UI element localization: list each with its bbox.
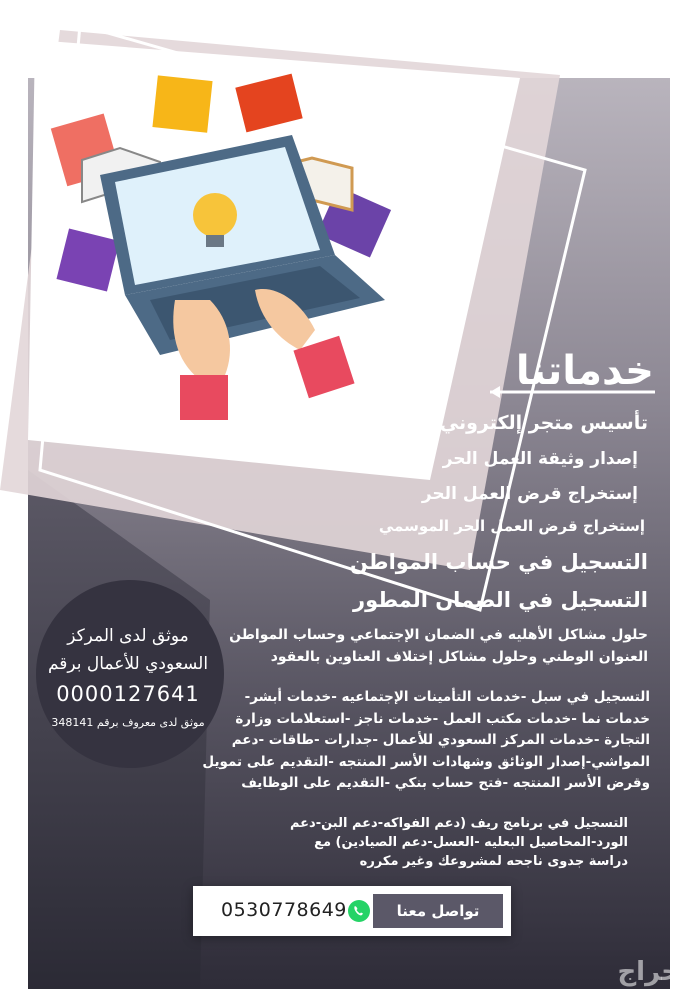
badge-line: السعودي للأعمال برقم [47,654,209,674]
paragraph-line: الورد-المحاصيل البعليه -العسل-دعم الصيادين) مع [314,835,628,850]
contact-us-button[interactable]: تواصل معنا [373,894,503,928]
badge-line: موثق لدى معروف برقم 348141 [51,716,205,729]
paragraph-line: المواشي-إصدار الوثائق وشهادات الأسر المنتجه -التقديم على تمويل [202,753,650,770]
service-item: إستخراج قرض العمل الحر [421,484,638,504]
paragraph-line: حلول مشاكل الأهليه في الضمان الإجتماعي وحساب المواطن [229,627,648,643]
whatsapp-icon[interactable] [347,899,371,923]
badge-line: موثق لدى المركز [67,626,189,646]
paragraph-line: وقرض الأسر المنتجه -فتح حساب بنكي -التقديم على الوظايف [241,775,650,791]
badge-number: 0000127641 [56,682,200,706]
paragraph-line: التسجيل في برنامج ريف (دعم الفواكه-دعم البن-دعم [289,816,628,831]
paragraph-line: دراسة جدوى ناجحه لمشروعك وغير مكرره [359,854,628,869]
service-item: التسجيل في الضمان المطور [353,588,648,612]
service-item: تأسيس متجر إلكتروني [439,412,648,434]
paragraph-line: خدمات نما -خدمات مكتب العمل -خدمات ناجز -استعلامات وزارة [235,710,650,727]
paragraph-line: التجارة -خدمات المركز السعودي للأعمال -جدارات -طاقات -دعم [231,732,650,748]
contact-card [193,886,511,936]
service-item: إستخراج قرض العمل الحر الموسمي [378,517,645,535]
phone-number[interactable]: 0530778649 [221,899,347,921]
paragraph-line: العنوان الوطني وحلول مشاكل إختلاف العناوين بالعقود [270,648,648,665]
watermark-logo: حراج [617,957,680,987]
services-title: خدماتنا [515,348,654,394]
service-item: إصدار وثيقة العمل الحر [442,449,638,469]
service-item: التسجيل في حساب المواطن [349,550,648,574]
paragraph-line: التسجيل في سبل -خدمات التأمينات الإجتماعيه -خدمات أبشر- [244,689,650,705]
